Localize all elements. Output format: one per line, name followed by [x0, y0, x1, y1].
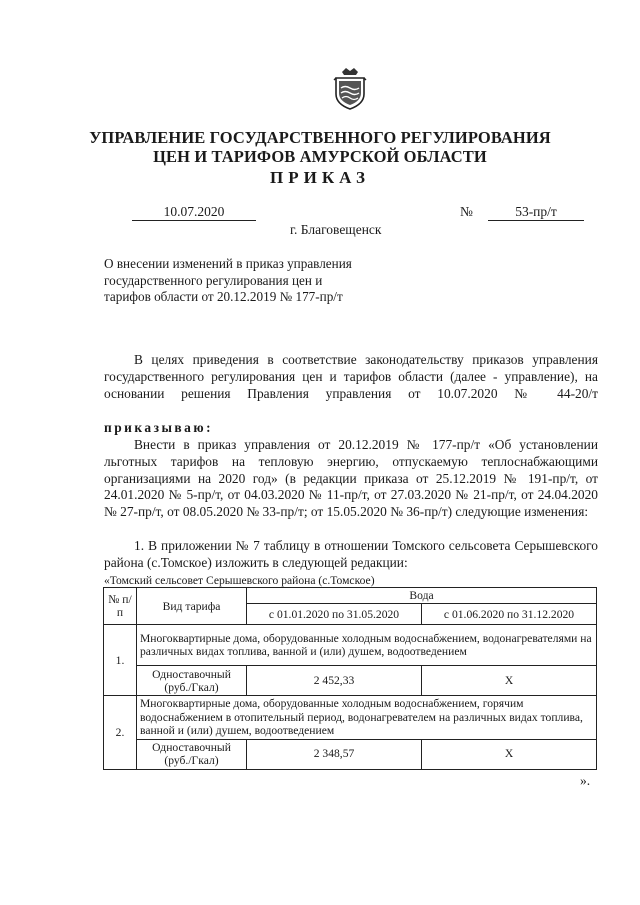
order-subject: О внесении изменений в приказ управления государственного регулирования цен и тарифов области от 20.12.2019 № 177-пр/т: [104, 256, 352, 305]
header-period-2: с 01.06.2020 по 31.12.2020: [422, 604, 597, 625]
document-type: ПРИКАЗ: [270, 168, 370, 187]
number-sign: №: [460, 204, 473, 219]
header-tariff-type: Вид тарифа: [137, 588, 247, 625]
row-description: Многоквартирные дома, оборудованные холодным водоснабжением, водонагревателями на различных видах топлива, ванной и (или) душем, водоотведением: [137, 625, 597, 666]
row-num: 2.: [104, 696, 137, 769]
table-caption: «Томский сельсовет Серышевского района (с.Томское): [104, 574, 375, 587]
row-value-period-1: 2 348,57: [247, 739, 422, 769]
row-value-period-1: 2 452,33: [247, 666, 422, 696]
table-header-row: [104, 588, 597, 604]
header-period-1: с 01.01.2020 по 31.05.2020: [247, 604, 422, 625]
city: г. Благовещенск: [290, 222, 382, 237]
orders-word: приказываю:: [104, 420, 214, 435]
row-tariff-label: Одноставочный (руб./Гкал): [137, 739, 247, 769]
org-name-line1: УПРАВЛЕНИЕ ГОСУДАРСТВЕННОГО РЕГУЛИРОВАНИЯ: [89, 128, 551, 147]
order-number: 53-пр/т: [488, 204, 584, 221]
row-value-period-2: Х: [422, 666, 597, 696]
preamble-paragraph: В целях приведения в соответствие законодательству приказов управления государственного регулирования цен и тарифов области (далее - управление), на основании решения Правления управления от 10.07.2020 № 44-20/т: [104, 352, 598, 401]
header-num: № п/п: [104, 588, 137, 625]
row-value-period-2: Х: [422, 739, 597, 769]
table-row: [104, 696, 597, 739]
closing-quote: ».: [580, 773, 591, 788]
row-num: 1.: [104, 625, 137, 696]
order-date: 10.07.2020: [132, 204, 256, 221]
header-water: Вода: [247, 588, 597, 604]
amur-oblast-coat-of-arms-icon: [333, 66, 367, 110]
row-description: Многоквартирные дома, оборудованные холодным водоснабжением, горячим водоснабжением в отопительный период, водонагревателем на различных видах топлива, ванной и (или) душем, водоотведением: [137, 696, 597, 739]
table-row: [104, 739, 597, 769]
amendment-paragraph: Внести в приказ управления от 20.12.2019 № 177-пр/т «Об установлении льготных тарифов на тепловую энергию, отпускаемую теплоснабжающими организациями на 2020 год» (в редакции приказа от 25.12.2019 № 191-пр/т, от 24.01.2020 № 5-пр/т, от 04.03.2020 № 11-пр/т, от 27.03.2020 № 21-пр/т, от 24.04.2020 № 27-пр/т, от 08.05.2020 № 33-пр/т; от 15.05.2020 № 36-пр/т) следующие изменения:: [104, 437, 598, 520]
table-row: [104, 625, 597, 666]
table-intro-paragraph: 1. В приложении № 7 таблицу в отношении Томского сельсовета Серышевского района (с.Томское) изложить в следующей редакции:: [104, 538, 598, 570]
tariff-table: [103, 587, 597, 770]
org-name-line2: ЦЕН И ТАРИФОВ АМУРСКОЙ ОБЛАСТИ: [153, 147, 487, 166]
table-row: [104, 666, 597, 696]
row-tariff-label: Одноставочный (руб./Гкал): [137, 666, 247, 696]
